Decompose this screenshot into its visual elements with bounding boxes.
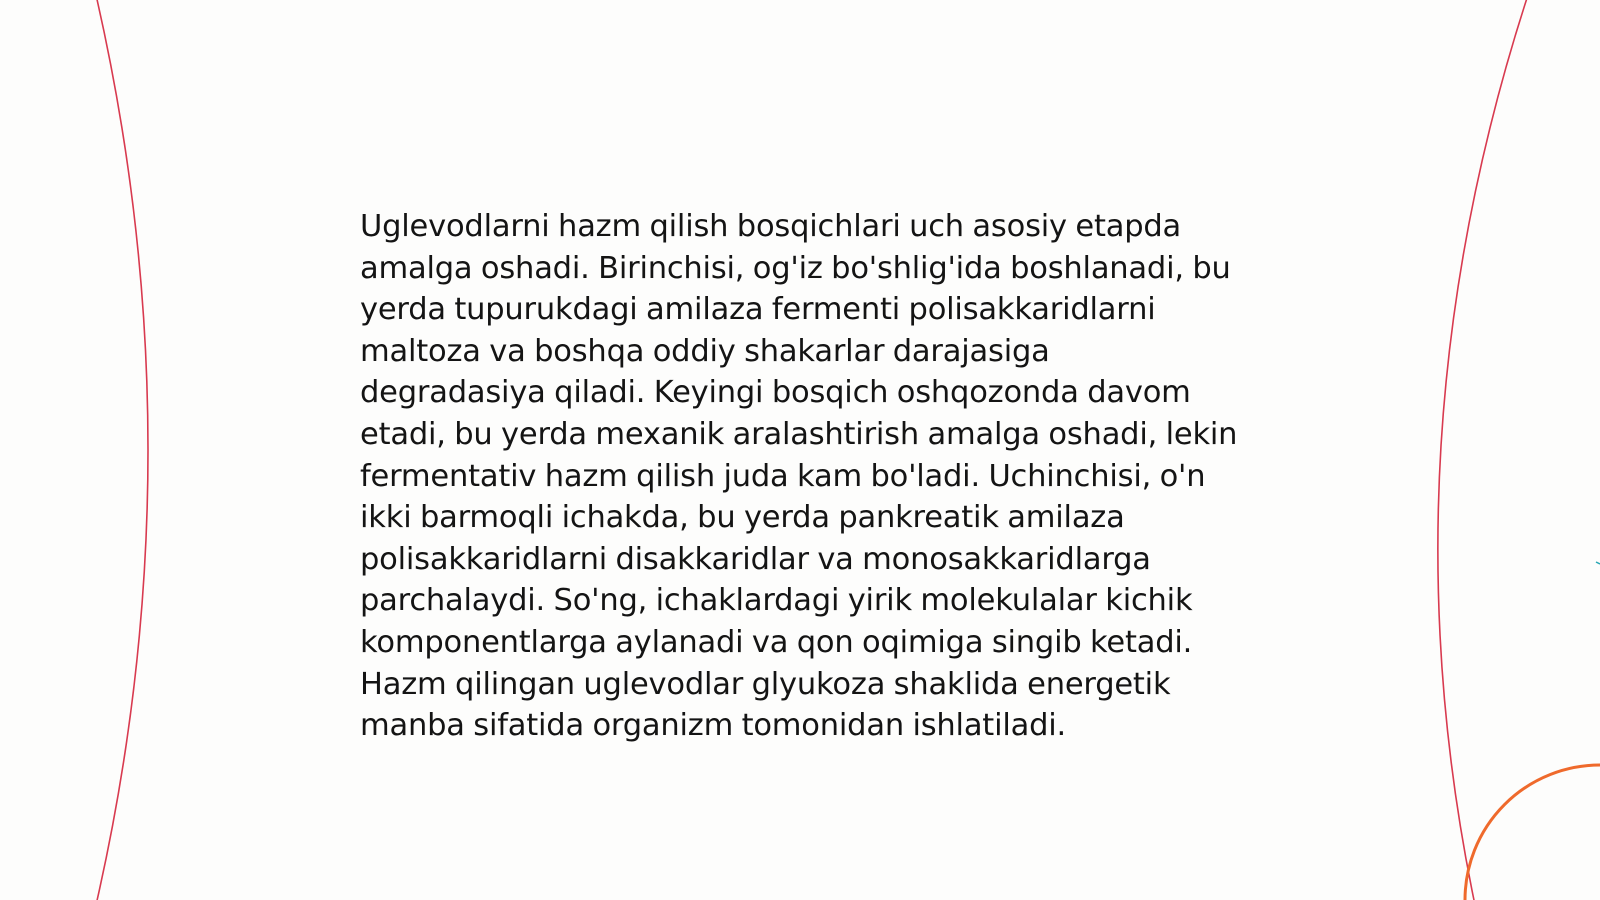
right-curve-line [1438, 0, 1528, 900]
left-curve-line [96, 0, 148, 900]
body-paragraph: Uglevodlarni hazm qilish bosqichlari uch asosiy etapda amalga oshadi. Birinchisi, og'iz bo'shlig'ida boshlanadi, bu yerda tupurukdagi amilaza fermenti polisakkaridlarni maltoza va boshqa oddiy shakarlar darajasiga degradasiya qiladi. Keyingi bosqich oshqozonda davom etadi, bu yerda mexanik aralashtirish amalga oshadi, lekin fermentativ hazm qilish juda kam bo'ladi. Uchinchisi, o'n ikki barmoqli ichakda, bu yerda pankreatik amilaza polisakkaridlarni disakkaridlar va monosakkaridlarga parchalaydi. So'ng, ichaklardagi yirik molekulalar kichik komponentlarga aylanadi va qon oqimiga singib ketadi. Hazm qilingan uglevodlar glyukoza shaklida energetik manba sifatida organizm tomonidan ishlatiladi. [360, 209, 1238, 744]
corner-circle [1465, 765, 1600, 900]
teal-mark [1596, 562, 1600, 564]
